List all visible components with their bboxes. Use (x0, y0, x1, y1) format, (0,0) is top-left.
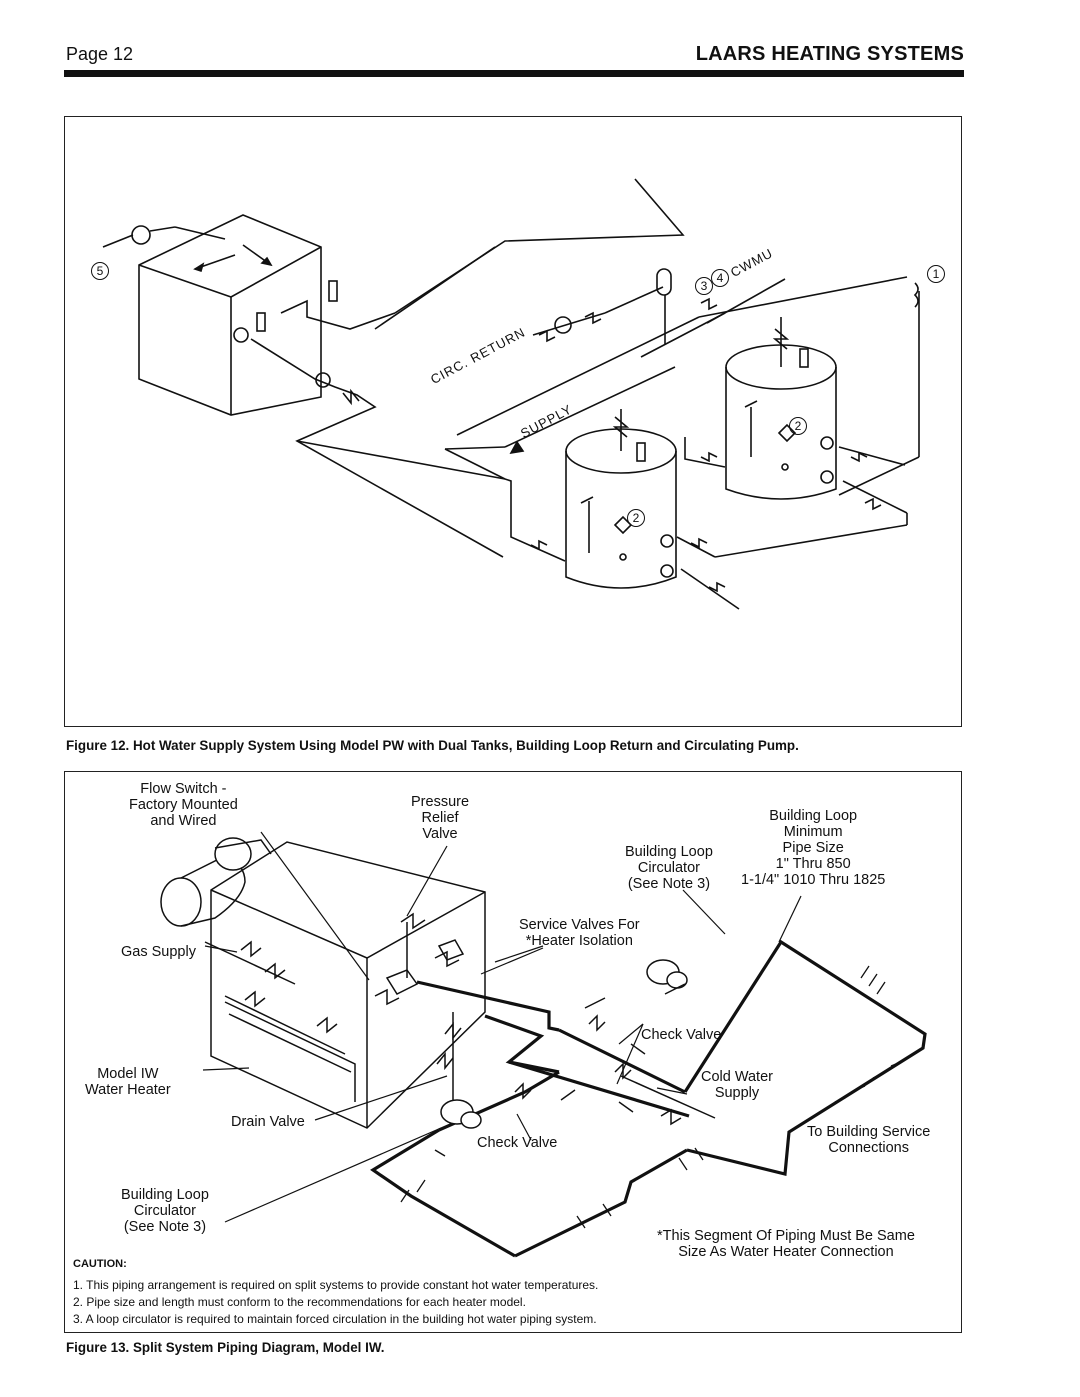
brand-title: LAARS HEATING SYSTEMS (695, 43, 964, 65)
label-building-loop-min-pipe: Building Loop Minimum Pipe Size 1" Thru 850 1-1/4" 1010 Thru 1825 (741, 808, 886, 888)
figure-13-frame (64, 771, 962, 1333)
note-2: 2. Pipe size and length must conform to the recommendations for each heater model. (73, 1295, 526, 1309)
figure-12-caption: Figure 12. Hot Water Supply System Using Model PW with Dual Tanks, Building Loop Return and Circulating Pump. (66, 738, 799, 753)
label-loop-circulator-bottom: Building Loop Circulator (See Note 3) (121, 1187, 209, 1235)
label-drain-valve: Drain Valve (231, 1114, 305, 1130)
label-supply: SUPPLY (517, 401, 575, 441)
page-number: Page 12 (66, 44, 134, 64)
label-circ-return: CIRC. RETURN (427, 324, 528, 387)
callout-1: 1 (927, 265, 945, 283)
caution-title: CAUTION: (73, 1258, 127, 1270)
label-service-valves: Service Valves For *Heater Isolation (519, 917, 640, 949)
header-rule (64, 70, 964, 77)
callout-5: 5 (91, 262, 109, 280)
label-loop-circulator-top: Building Loop Circulator (See Note 3) (625, 844, 713, 892)
figure-13-caption: Figure 13. Split System Piping Diagram, Model IW. (66, 1340, 385, 1355)
note-1: 1. This piping arrangement is required on split systems to provide constant hot water temperatures. (73, 1278, 599, 1292)
label-flow-switch: Flow Switch - Factory Mounted and Wired (129, 781, 238, 829)
label-cwmu: CWMU (727, 245, 776, 280)
callout-4: 4 (711, 269, 729, 287)
label-segment-note: *This Segment Of Piping Must Be Same Size As Water Heater Connection (657, 1228, 915, 1260)
label-gas-supply: Gas Supply (121, 944, 196, 960)
note-3: 3. A loop circulator is required to maintain forced circulation in the building hot water piping system. (73, 1312, 597, 1326)
label-pressure-relief-valve: Pressure Relief Valve (411, 794, 470, 842)
label-model-iw: Model IW Water Heater (85, 1066, 171, 1098)
label-to-building-service: To Building Service Connections (807, 1124, 931, 1156)
callout-2-right: 2 (789, 417, 807, 435)
figure-12-frame (64, 116, 962, 727)
callout-3: 3 (695, 277, 713, 295)
figure-12-diagram (65, 117, 963, 728)
callout-2-left: 2 (627, 509, 645, 527)
label-check-valve-2: Check Valve (477, 1135, 558, 1151)
label-check-valve-1: Check Valve (641, 1027, 722, 1043)
label-cold-water-supply: Cold Water Supply (701, 1069, 773, 1101)
